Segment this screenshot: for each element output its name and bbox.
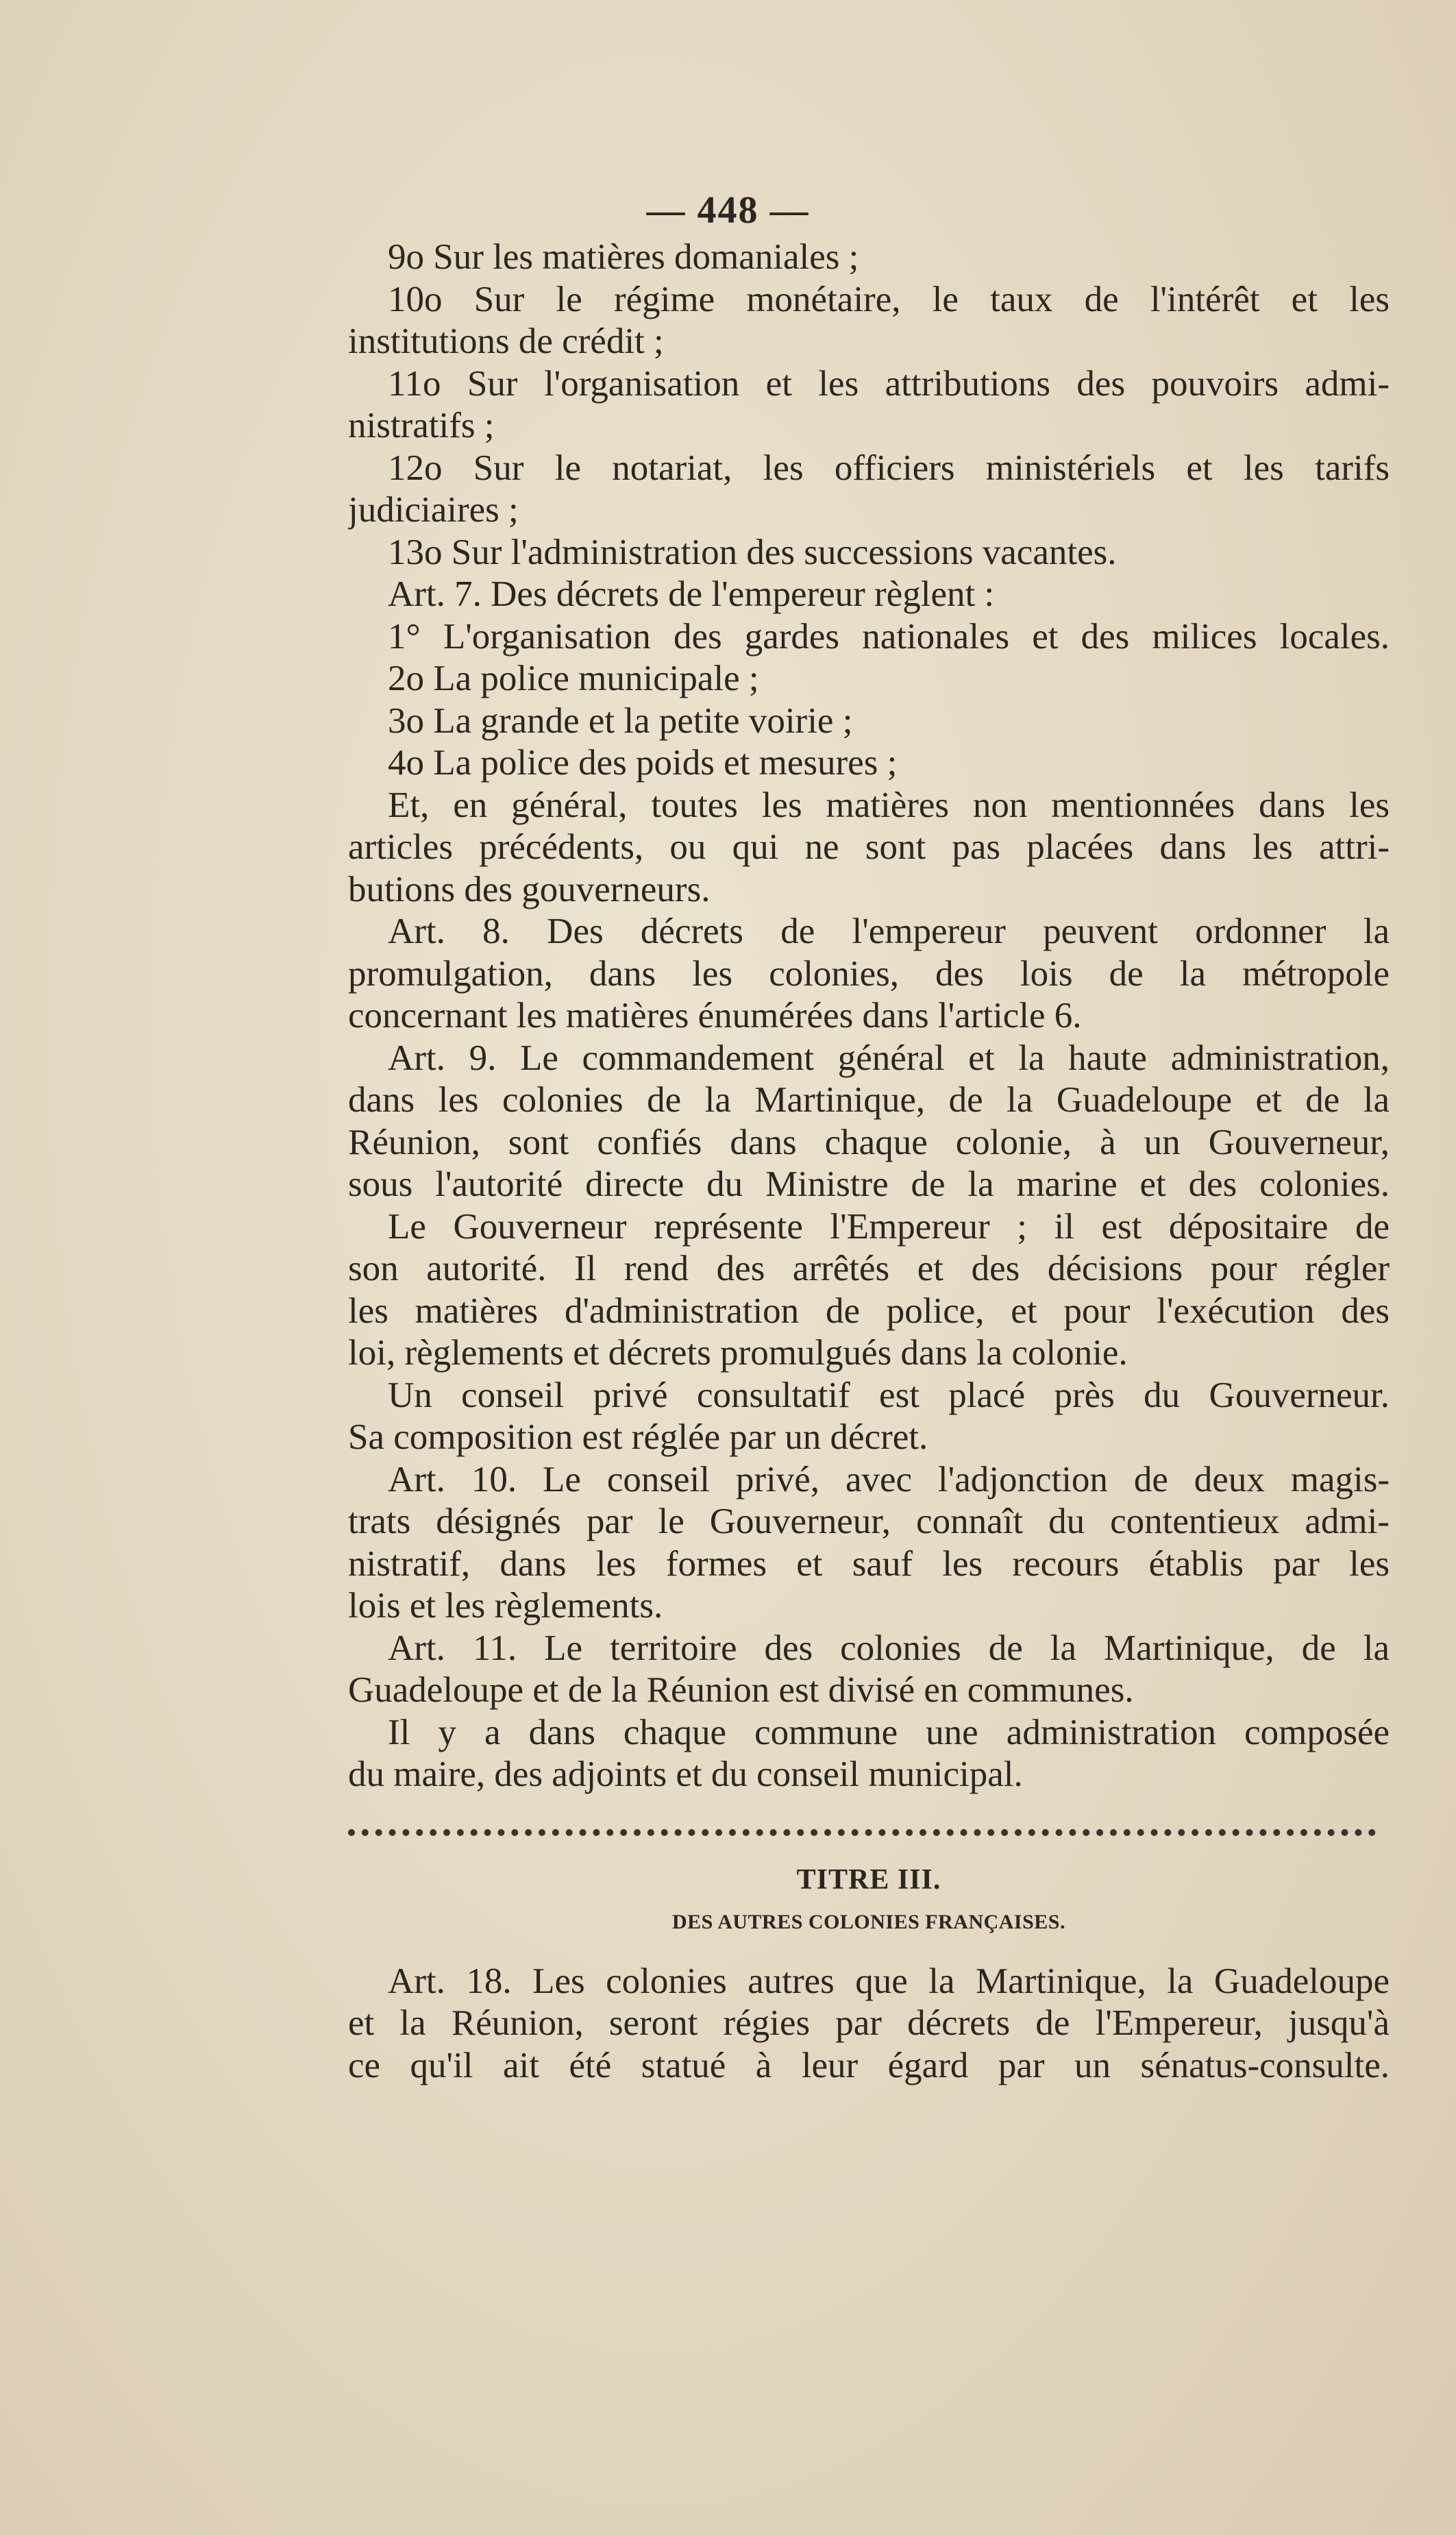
text-line: sous l'autorité directe du Ministre de la marine et des colonies. (348, 1164, 1390, 1204)
text-line: ce qu'il ait été statué à leur égard par un sénatus-consulte. (348, 2045, 1390, 2085)
text-line: Sa composition est réglée par un décret. (348, 1417, 928, 1457)
body-text (348, 236, 1390, 2087)
text-line: 2o La police municipale ; (388, 659, 759, 698)
text-line: 13o Sur l'administration des successions vacantes. (388, 532, 1117, 572)
text-line: judiciaires ; (348, 490, 519, 530)
text-line: nistratifs ; (348, 406, 495, 445)
text-line: nistratif, dans les formes et sauf les recours établis par les (348, 1543, 1390, 1584)
text-line: Art. 9. Le commandement général et la haute administration, (388, 1038, 1390, 1078)
text-line: 4o La police des poids et mesures ; (388, 743, 898, 783)
text-line: Art. 8. Des décrets de l'empereur peuvent ordonner la (388, 911, 1390, 951)
text-line: 9o Sur les matières domaniales ; (388, 237, 859, 277)
ellipsis-separator (348, 1802, 1376, 1836)
text-line: Guadeloupe et de la Réunion est divisé en communes. (348, 1670, 1134, 1710)
text-line: concernant les matières énumérées dans l'article 6. (348, 996, 1082, 1036)
text-line: promulgation, dans les colonies, des lois de la métropole (348, 953, 1390, 994)
text-line: Art. 7. Des décrets de l'empereur règlent : (388, 574, 995, 614)
text-line: dans les colonies de la Martinique, de la Guadeloupe et de la (348, 1080, 1390, 1120)
text-line: les matières d'administration de police, et pour l'exécution des (348, 1290, 1390, 1331)
text-line: 11o Sur l'organisation et les attributions des pouvoirs admi- (388, 363, 1390, 404)
text-line: Art. 11. Le territoire des colonies de la Martinique, de la (388, 1628, 1390, 1668)
text-line: loi, règlements et décrets promulgués dans la colonie. (348, 1333, 1128, 1373)
page-number: — 448 — (646, 189, 810, 232)
text-block-before (348, 236, 1390, 1796)
text-line: institutions de crédit ; (348, 321, 664, 361)
text-line: articles précédents, ou qui ne sont pas placées dans les attri- (348, 827, 1390, 867)
text-line: trats désignés par le Gouverneur, connaît du contentieux admi- (348, 1502, 1390, 1541)
text-line: Le Gouverneur représente l'Empereur ; il est dépositaire de (388, 1206, 1390, 1247)
section-subtitle: DES AUTRES COLONIES FRANÇAISES. (672, 1910, 1065, 1933)
text-line: Un conseil privé consultatif est placé près du Gouverneur. (388, 1375, 1390, 1415)
text-line: Art. 18. Les colonies autres que la Martinique, la Guadeloupe (388, 1961, 1390, 2001)
text-line: du maire, des adjoints et du conseil municipal. (348, 1754, 1023, 1794)
text-line: butions des gouverneurs. (348, 869, 711, 909)
section-title: TITRE III. (796, 1863, 941, 1896)
text-line: 3o La grande et la petite voirie ; (388, 700, 853, 741)
text-line: 10o Sur le régime monétaire, le taux de l'intérêt et les (388, 279, 1390, 319)
text-line: son autorité. Il rend des arrêtés et des décisions pour régler (348, 1249, 1390, 1288)
text-line: et la Réunion, seront régies par décrets de l'Empereur, jusqu'à (348, 2003, 1390, 2043)
text-line: Et, en général, toutes les matières non mentionnées dans les (388, 785, 1390, 825)
text-line: Art. 10. Le conseil privé, avec l'adjonction de deux magis- (388, 1459, 1390, 1499)
text-line: 1° L'organisation des gardes nationales et des milices locales. (388, 616, 1390, 657)
text-line: lois et les règlements. (348, 1586, 663, 1626)
text-line: 12o Sur le notariat, les officiers ministériels et les tarifs (388, 448, 1390, 488)
text-line: Il y a dans chaque commune une administration composée (388, 1712, 1390, 1752)
text-line: Réunion, sont confiés dans chaque colonie, à un Gouverneur, (348, 1122, 1390, 1162)
text-block-after (348, 1961, 1390, 2087)
